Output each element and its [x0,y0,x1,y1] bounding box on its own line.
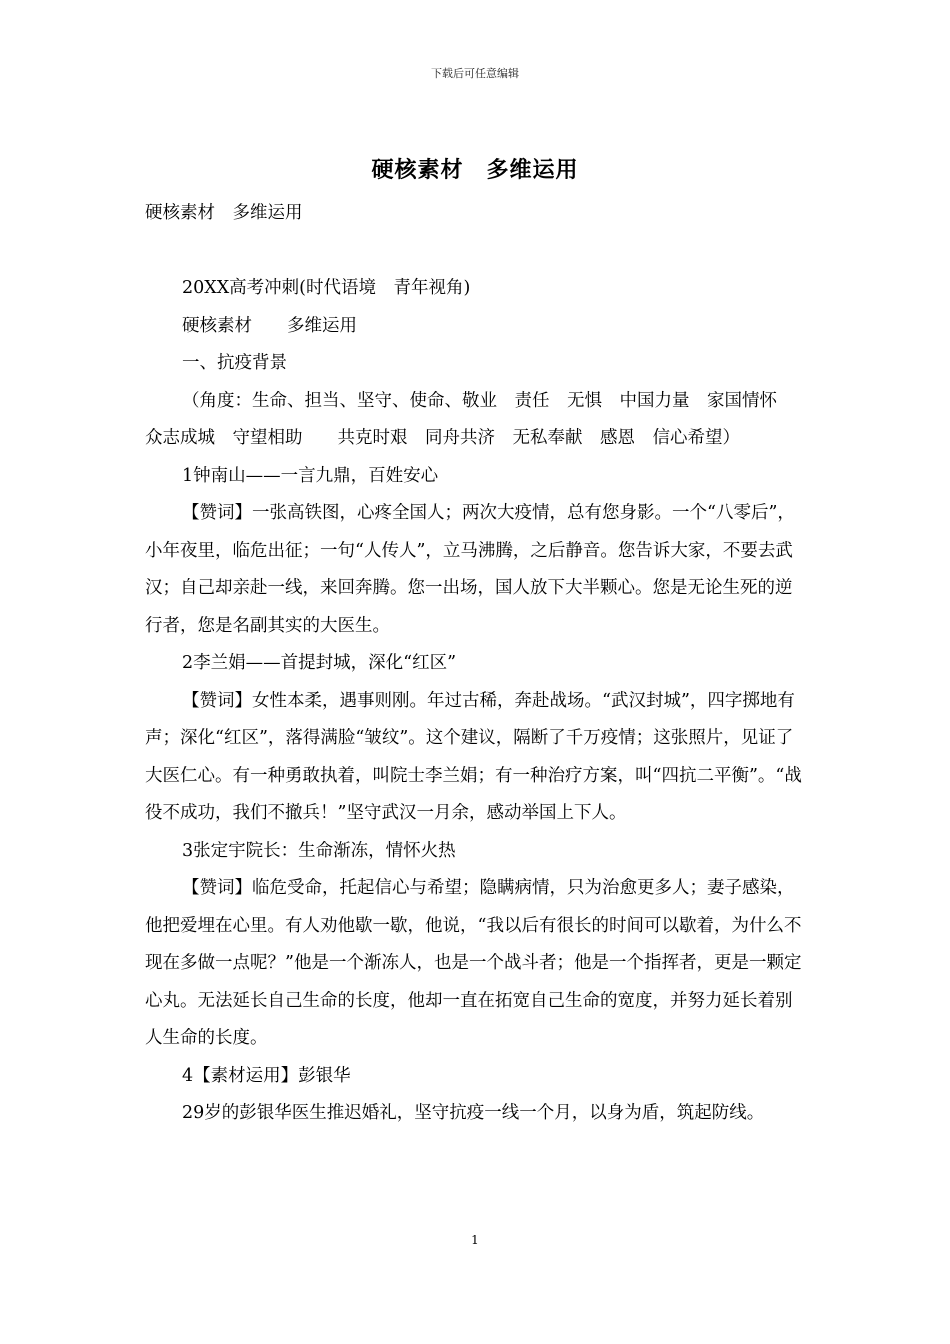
item-heading: 4【素材运用】彭银华 [182,1065,351,1086]
paragraph: 【赞词】一张高铁图，心疼全国人；两次大疫情，总有您身影。一个“八零后”，小年夜里，临危出征；一句“人传人”，立马沸腾，之后静音。您告诉大家，不要去武汉；自己却亲赴一线，来回奔腾。您一出场，国人放下大半颗心。您是无论生死的逆行者，您是名副其实的大医生。 [145,503,795,636]
page-header: 下载后可任意编辑 [431,67,519,80]
paragraph: 【赞词】临危受命，托起信心与希望；隐瞒病情，只为治愈更多人；妻子感染，他把爱埋在心里。有人劝他歇一歇，他说，“我以后有很长的时间可以歇着，为什么不现在多做一点呢？”他是一个渐冻人，也是一个战斗者；他是一个指挥者，更是一颗定心丸。无法延长自己生命的长度，他却一直在拓宽自己生命的宽度，并努力延长着别人生命的长度。 [145,878,802,1048]
section-heading: 一、抗疫背景 [182,353,287,373]
page-number: 1 [471,1233,479,1247]
blank-line [145,233,808,271]
paragraph: 29岁的彭银华医生推迟婚礼，坚守抗疫一线一个月，以身为盾，筑起防线。 [182,1103,765,1123]
section-heading: 20XX高考冲刺(时代语境 青年视角) [182,278,471,298]
document-title: 硬核素材 多维运用 [371,157,579,183]
item-heading: 3张定宇院长：生命渐冻，情怀火热 [182,840,456,861]
paragraph: （角度：生命、担当、坚守、使命、敬业 责任 无惧 中国力量 家国情怀 众志成城 守望相助 共克时艰 同舟共济 无私奉献 感恩 信心希望） [145,390,795,448]
item-heading: 2李兰娟——首提封城，深化“红区” [182,653,457,673]
paragraph: 【赞词】女性本柔，遇事则刚。年过古稀，奔赴战场。“武汉封城”，四字掷地有声；深化“红区”，落得满脸“皱纹”。这个建议，隔断了千万疫情；这张照片，见证了大医仁心。有一种勇敢执着，叫院士李兰娟；有一种治疗方案，叫“四抗二平衡”。“战役不成功，我们不撤兵！”坚守武汉一月余，感动举国上下人。 [145,690,802,823]
section-heading: 硬核素材 多维运用 [182,315,357,336]
item-heading: 1钟南山——一言九鼎，百姓安心 [182,465,439,486]
subtitle-line: 硬核素材 多维运用 [145,203,303,223]
document-body [145,195,808,1133]
